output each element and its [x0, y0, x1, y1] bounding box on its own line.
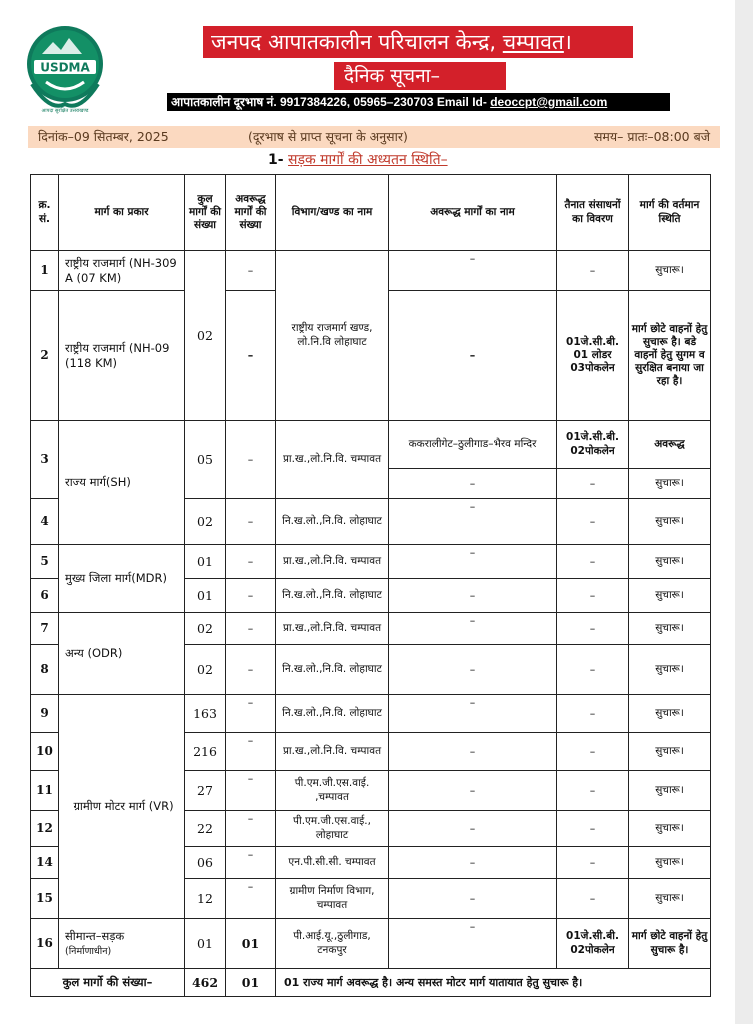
- blocked-count: –: [226, 421, 276, 499]
- road-type-label: सीमान्त–सड़क: [65, 928, 125, 943]
- road-status: सुचारू।: [629, 847, 711, 879]
- resources: –: [557, 645, 629, 695]
- road-type: [59, 919, 185, 969]
- table-row: [31, 695, 711, 733]
- resources: 01जे.सी.बी. 02पोकलेन: [557, 421, 629, 469]
- blocked-road-name: –: [389, 291, 557, 421]
- resources: –: [557, 771, 629, 811]
- road-type: मुख्य जिला मार्ग(MDR): [59, 545, 185, 613]
- blocked-count: –: [226, 879, 276, 919]
- page-edge: [735, 0, 753, 1024]
- total-count: 05: [185, 421, 226, 499]
- col-header-blocked-name: अवरूद्ध मार्गों का नाम: [389, 175, 557, 251]
- blocked-count: –: [226, 771, 276, 811]
- row-sn: 7: [31, 613, 59, 645]
- row-sn: 16: [31, 919, 59, 969]
- row-sn: 4: [31, 499, 59, 545]
- resources: –: [557, 545, 629, 579]
- summary-note: 01 राज्य मार्ग अवरूद्ध है। अन्य समस्त मोटर मार्ग यातायात हेतु सुचारू है।: [276, 969, 711, 997]
- row-sn: 3: [31, 421, 59, 499]
- blocked-count: –: [226, 545, 276, 579]
- section-number: 1-: [268, 152, 284, 168]
- section-heading: [268, 150, 448, 170]
- total-count: 02: [185, 645, 226, 695]
- resources: –: [557, 733, 629, 771]
- row-sn: 1: [31, 251, 59, 291]
- blocked-count: 01: [226, 919, 276, 969]
- department: पी.एम.जी.एस.वाई., लोहाघाट: [276, 811, 389, 847]
- blocked-count: –: [226, 645, 276, 695]
- road-status: सुचारू।: [629, 251, 711, 291]
- road-status: सुचारू।: [629, 469, 711, 499]
- contact-bar: [167, 93, 670, 111]
- col-header-resources: तैनात संसाधनों का विवरण: [557, 175, 629, 251]
- department: पी.आई.यू.,ठुलीगाड, टनकपुर: [276, 919, 389, 969]
- grand-total: 462: [185, 969, 226, 997]
- usdma-logo: [20, 24, 110, 114]
- blocked-count: –: [226, 695, 276, 733]
- department: पी.एम.जी.एस.वाई. ,चम्पावत: [276, 771, 389, 811]
- table-row: [31, 919, 711, 969]
- blocked-count: –: [226, 579, 276, 613]
- department: प्रा.ख.,लो.नि.वि. चम्पावत: [276, 613, 389, 645]
- total-count: 02: [185, 499, 226, 545]
- resources: –: [557, 879, 629, 919]
- department: एन.पी.सी.सी. चम्पावत: [276, 847, 389, 879]
- road-status: सुचारू।: [629, 771, 711, 811]
- total-count: 12: [185, 879, 226, 919]
- resources: –: [557, 499, 629, 545]
- blocked-road-name: –: [389, 879, 557, 919]
- road-status: मार्ग छोटे वाहनों हेतु सुचारू है। बडे वाहनों हेतु सुगम व सुरक्षित बनाया जा रहा है।: [629, 291, 711, 421]
- col-header-dept: विभाग/खण्ड का नाम: [276, 175, 389, 251]
- blocked-road-name: –: [389, 645, 557, 695]
- table-header-row: [31, 175, 711, 251]
- resources: 01जे.सी.बी. 01 लोडर 03पोकलेन: [557, 291, 629, 421]
- row-sn: 12: [31, 811, 59, 847]
- email-link[interactable]: deoccpt@gmail.com: [490, 95, 608, 109]
- road-type: अन्य (ODR): [59, 613, 185, 695]
- title-prefix: जनपद आपातकालीन परिचालन केन्द्र,: [211, 30, 497, 54]
- total-count: 163: [185, 695, 226, 733]
- total-count: 02: [185, 613, 226, 645]
- road-status: सुचारू।: [629, 733, 711, 771]
- row-sn: 11: [31, 771, 59, 811]
- blocked-count: –: [226, 733, 276, 771]
- resources: –: [557, 579, 629, 613]
- table-row: [31, 545, 711, 579]
- blocked-road-name: –: [389, 613, 557, 645]
- col-header-total: कुल मार्गों की संख्या: [185, 175, 226, 251]
- department: नि.ख.लो.,नि.वि. लोहाघाट: [276, 579, 389, 613]
- road-status: सुचारू।: [629, 811, 711, 847]
- blocked-road-name: –: [389, 919, 557, 969]
- phone-text: आपातकालीन दूरभाष नं. 9917384226, 05965–230703 Email Id-: [171, 95, 491, 109]
- blocked-road-name: –: [389, 579, 557, 613]
- blocked-count: –: [226, 499, 276, 545]
- department: नि.ख.लो.,नि.वि. लोहाघाट: [276, 499, 389, 545]
- total-count: 02: [185, 251, 226, 421]
- title-city: चम्पावत: [502, 30, 564, 54]
- total-count: 216: [185, 733, 226, 771]
- resources: –: [557, 811, 629, 847]
- resources: –: [557, 469, 629, 499]
- blocked-road-name: –: [389, 469, 557, 499]
- total-count: 01: [185, 545, 226, 579]
- title-suffix: ।: [563, 30, 572, 54]
- svg-text:USDMA: USDMA: [40, 60, 90, 75]
- road-status: मार्ग छोटे वाहनों हेतु सुचारू है।: [629, 919, 711, 969]
- blocked-road-name: –: [389, 733, 557, 771]
- road-type: ग्रामीण मोटर मार्ग (VR): [59, 695, 185, 919]
- report-date: दिनांक–09 सितम्बर, 2025: [38, 129, 169, 144]
- road-type: राष्ट्रीय राजमार्ग (NH-09 (118 KM): [59, 291, 185, 421]
- road-status: सुचारू।: [629, 613, 711, 645]
- road-type: राष्ट्रीय राजमार्ग (NH-309 A (07 KM): [59, 251, 185, 291]
- department: ग्रामीण निर्माण विभाग, चम्पावत: [276, 879, 389, 919]
- row-sn: 8: [31, 645, 59, 695]
- grand-blocked: 01: [226, 969, 276, 997]
- row-sn: 9: [31, 695, 59, 733]
- total-count: 22: [185, 811, 226, 847]
- row-sn: 14: [31, 847, 59, 879]
- blocked-road-name: –: [389, 847, 557, 879]
- department: नि.ख.लो.,नि.वि. लोहाघाट: [276, 695, 389, 733]
- road-status: अवरूद्ध: [629, 421, 711, 469]
- department: प्रा.ख.,लो.नि.वि. चम्पावत: [276, 733, 389, 771]
- row-sn: 10: [31, 733, 59, 771]
- col-header-type: मार्ग का प्रकार: [59, 175, 185, 251]
- blocked-road-name: –: [389, 545, 557, 579]
- table-row: [31, 251, 711, 291]
- resources: –: [557, 847, 629, 879]
- resources: –: [557, 613, 629, 645]
- total-row: [31, 969, 711, 997]
- road-type: राज्य मार्ग(SH): [59, 421, 185, 545]
- blocked-road-name: –: [389, 771, 557, 811]
- resources: 01जे.सी.बी. 02पोकलेन: [557, 919, 629, 969]
- department: नि.ख.लो.,नि.वि. लोहाघाट: [276, 645, 389, 695]
- total-count: 01: [185, 919, 226, 969]
- col-header-sn: क्र. सं.: [31, 175, 59, 251]
- section-title: सड़क मार्गों की अध्यतन स्थिति–: [288, 152, 448, 168]
- table-row: [31, 421, 711, 469]
- road-type-note: (निर्माणाधीन): [65, 946, 112, 958]
- total-count: 01: [185, 579, 226, 613]
- road-status: सुचारू।: [629, 579, 711, 613]
- resources: –: [557, 251, 629, 291]
- department: राष्ट्रीय राजमार्ग खण्ड, लो.नि.वि लोहाघाट: [276, 251, 389, 421]
- road-status: सुचारू।: [629, 645, 711, 695]
- blocked-count: –: [226, 613, 276, 645]
- blocked-count: –: [226, 847, 276, 879]
- blocked-road-name: –: [389, 695, 557, 733]
- blocked-count: –: [226, 291, 276, 421]
- road-status: सुचारू।: [629, 879, 711, 919]
- row-sn: 2: [31, 291, 59, 421]
- total-label: कुल मार्गो की संख्या–: [31, 969, 185, 997]
- blocked-road-name: –: [389, 811, 557, 847]
- road-status: सुचारू।: [629, 695, 711, 733]
- date-bar: [28, 126, 720, 148]
- road-status-table: [30, 174, 711, 997]
- page-subtitle: दैनिक सूचना–: [334, 62, 506, 90]
- row-sn: 5: [31, 545, 59, 579]
- logo-tagline: आपदा सुरक्षित उत्तराखण्ड: [41, 108, 89, 114]
- department: प्रा.ख.,लो.नि.वि. चम्पावत: [276, 545, 389, 579]
- info-source: (दूरभाष से प्राप्त सूचना के अनुसार): [248, 129, 408, 144]
- blocked-count: –: [226, 251, 276, 291]
- row-sn: 15: [31, 879, 59, 919]
- blocked-road-name: –: [389, 251, 557, 291]
- row-sn: 6: [31, 579, 59, 613]
- report-time: समय– प्रातः–08:00 बजे: [593, 129, 710, 144]
- table-row: [31, 613, 711, 645]
- total-count: 27: [185, 771, 226, 811]
- department: प्रा.ख.,लो.नि.वि. चम्पावत: [276, 421, 389, 499]
- road-status: सुचारू।: [629, 545, 711, 579]
- resources: –: [557, 695, 629, 733]
- col-header-status: मार्ग की वर्तमान स्थिति: [629, 175, 711, 251]
- total-count: 06: [185, 847, 226, 879]
- blocked-road-name: –: [389, 499, 557, 545]
- blocked-count: –: [226, 811, 276, 847]
- blocked-road-name: ककरालीगेट–ठुलीगाड–भैरव मन्दिर: [389, 421, 557, 469]
- col-header-blocked: अवरूद्ध मार्गों की संख्या: [226, 175, 276, 251]
- page-title: [203, 26, 633, 58]
- road-status: सुचारू।: [629, 499, 711, 545]
